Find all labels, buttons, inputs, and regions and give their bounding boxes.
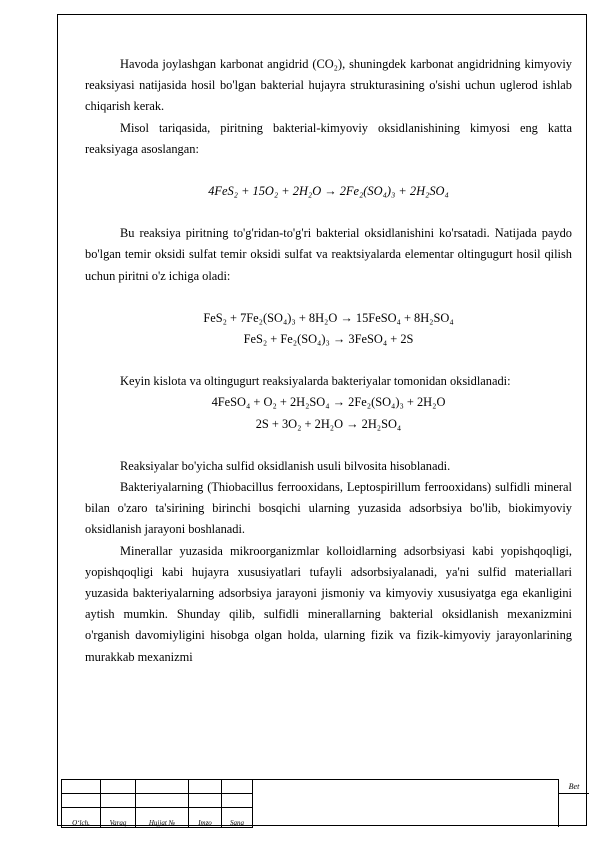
equation-1: 4FeS₂ + 15O₂ + 2H₂O → 2Fe₂(SO₄)₃ + 2H₂SO₄ [208,184,449,199]
equation-3: FeS₂ + Fe₂(SO₄)₃ → 3FeSO₄ + 2S [243,332,414,347]
stamp-col-sana: Sana [222,808,253,828]
stamp-col-varaq: Varaq [101,808,136,828]
equation-2: FeS₂ + 7Fe₂(SO₄)₃ + 8H₂O → 15FeSO₄ + 8H₂SO₄ [203,310,454,325]
title-block-stamp [61,782,589,827]
equation-5: 2S + 3O₂ + 2H₂O → 2H₂SO₄ [255,416,402,431]
paragraph-5: Reaksiyalar bo'yicha sulfid oksidlanish usuli bilvosita hisoblanadi. [120,458,451,473]
stamp-col-imzo: Imzo [189,808,222,828]
paragraph-3: Bu reaksiya piritning to'g'ridan-to'g'ri bakterial oksidlanishini ko'rsatadi. Natijada paydo bo'lgan temir oksidi sulfat temir oksidi sulfat va reaktsiyalarda elementar oltingugurt hosil qilish uchun piritni o'z ichiga oladi: [85,226,572,283]
equation-4: 4FeSO₄ + O₂ + 2H₂SO₄ → 2Fe₂(SO₄)₃ + 2H₂O [211,395,446,410]
paragraph-7: Minerallar yuzasida mikroorganizmlar kolloidlarning adsorbsiyasi kabi yopishqoqligi, yopishqoqligi kabi hujayra xususiyatlari tufayli adsorbsiyalanadi, ya'ni sulfid materiallari yuzasida bakteriyalarning adsorbsiya jarayoni jismoniy va kimyoviy xususiyatga ega ekanligini aytish mumkin. Shunday qilib, sulfidli minerallarning bakterial oksidlanish mexanizmini o'rganish davomiyligini hisobga olgan holda, ularning fizik va fizik-kimyoviy jarayonlarining murakkab mexanizmi [85,543,572,664]
stamp-col-olch: O‘lch. [62,808,101,828]
stamp-col-hujjat: Hujjat № [136,808,189,828]
paragraph-2: Misol tariqasida, piritning bakterial-kimyoviy oksidlanishining kimyosi eng katta reaksiyaga asoslangan: [85,120,572,156]
document-body [85,54,572,668]
paragraph-6: Bakteriyalarning (Thiobacillus ferrooxidans, Leptospirillum ferrooxidans) sulfidli mineral bilan o'zaro ta'sirining birinchi bosqichi ularning yuzasida adsorbsiya bo'lib, biokimyoviy oksidlanish jarayoni boshlanadi. [85,480,572,537]
paragraph-4: Keyin kislota va oltingugurt reaksiyalarda bakteriyalar tomonidan oksidlanadi: [120,374,511,389]
page-number-label: Bet [568,782,580,791]
paragraph-1: Havoda joylashgan karbonat angidrid (CO₂), shuningdek karbonat angidridning kimyoviy reaksiyasi natijasida hosil bo'lgan bakterial hujayra strukturasining o'sishi uchun uglerod ishlab chiqarish kerak. [85,57,572,114]
stamp-table [61,779,253,828]
